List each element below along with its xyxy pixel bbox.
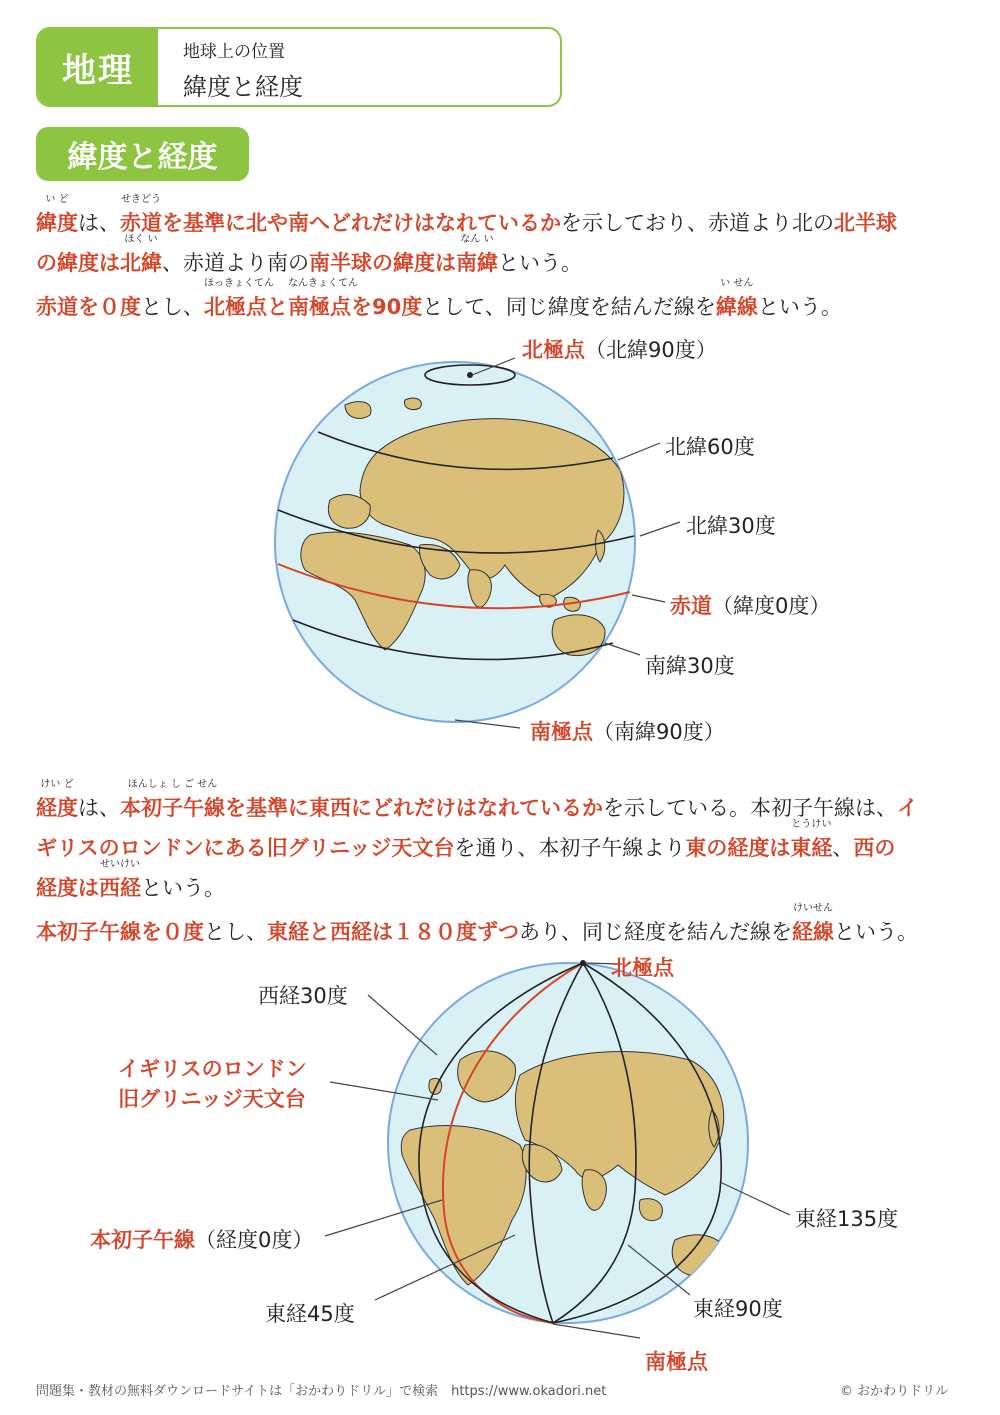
para2-line2: ギリスのロンドンにある旧グリニッジ天文台を通り、本初子午線より東の経度は東経 とうけい 、西の (36, 819, 896, 860)
term-west-longitude: 西経 せいけい (99, 859, 141, 900)
label-n30: 北緯30度 (686, 514, 776, 538)
longitude-globe (0, 950, 1000, 1370)
label-e90: 東経90度 (693, 1297, 783, 1321)
header-box (36, 27, 562, 107)
label-south-pole-2: 南極点 (645, 1350, 708, 1374)
para1-line3: 赤道を０度とし、北極点 ほっきょくてん と南極点 なんきょくてん を90度として、同じ緯度を結んだ線を緯線 い せん という。 (36, 278, 842, 319)
section-title: 緯度と経度 (36, 127, 249, 181)
label-greenwich-1: イギリスのロンドン (118, 1057, 307, 1081)
term-latitude: 緯度 い ど (36, 194, 78, 235)
term-prime-meridian: 本初子午線 ほんしょ し ご せん (120, 779, 225, 820)
unit-title: 地球上の位置 (183, 42, 285, 62)
label-w30: 西経30度 (258, 984, 348, 1008)
label-e135: 東経135度 (795, 1207, 899, 1231)
footer-copyright: © おかわりドリル (840, 1384, 949, 1399)
term-south-latitude: 南緯 なん い (456, 234, 498, 275)
longitude-paragraph (36, 779, 971, 952)
term-north-latitude: 北緯 ほく い (120, 234, 162, 275)
term-east-longitude: 東経 とうけい (790, 819, 833, 860)
term-equator: 赤道 せきどう (120, 194, 162, 235)
latitude-globe (0, 330, 1000, 750)
term-north-pole: 北極点 ほっきょくてん (204, 278, 274, 319)
label-equator: 赤道（緯度0度） (670, 594, 831, 618)
label-n60: 北緯60度 (665, 435, 755, 459)
term-longitude: 経度 けい ど (36, 779, 78, 820)
para2-line4: 本初子午線を０度とし、東経と西経は１８０度ずつあり、同じ経度を結んだ線を経線 けいせん という。 (36, 903, 918, 944)
label-south-pole-1: 南極点（南緯90度） (530, 720, 725, 744)
latitude-paragraph (36, 194, 971, 327)
footer-left: 問題集・教材の無料ダウンロードサイトは「おかわりドリル」で検索 https://www.okadori.net (36, 1384, 607, 1399)
term-meridian: 経線 けいせん (792, 903, 834, 944)
label-prime-meridian: 本初子午線（経度0度） (90, 1228, 314, 1252)
para1-line1: 緯度 い ど は、赤道 せきどう を基準に北や南へどれだけはなれているかを示しており、赤道より北の北半球 (36, 194, 897, 235)
label-s30: 南緯30度 (645, 654, 735, 678)
subject-label: 地理 (38, 29, 158, 105)
term-south-pole: 南極点 なんきょくてん (288, 278, 358, 319)
label-north-pole-2: 北極点 (611, 956, 674, 980)
term-parallel: 緯線 い せん (715, 278, 758, 319)
label-e45: 東経45度 (265, 1302, 355, 1326)
label-greenwich-2: 旧グリニッジ天文台 (118, 1087, 306, 1111)
label-north-pole-1: 北極点（北緯90度） (522, 338, 717, 362)
para2-line3: 経度は西経 せいけい という。 (36, 859, 225, 900)
page-title: 緯度と経度 (183, 73, 303, 101)
para2-line1: 経度 けい ど は、本初子午線 ほんしょ し ご せん を基準に東西にどれだけはなれているかを示している。本初子午線は、イ (36, 779, 918, 820)
para1-line2: の緯度は北緯 ほく い 、赤道より南の南半球の緯度は南緯 なん い という。 (36, 234, 582, 275)
